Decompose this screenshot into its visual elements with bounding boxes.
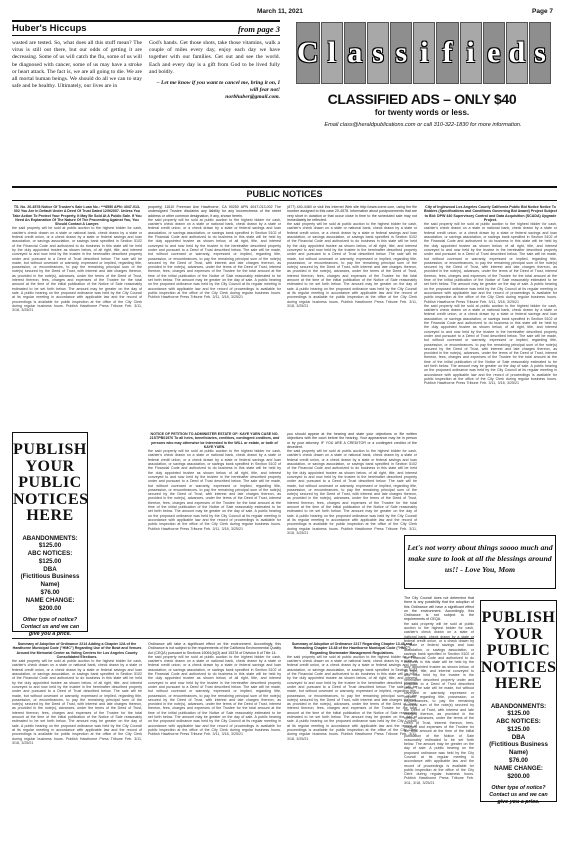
page-header [12,6,557,18]
notice-ordinance-2217-cont [404,596,474,840]
classifieds-logo-letter: i [413,22,435,84]
column-text-right [149,40,280,102]
classifieds-logo-letter: l [321,22,343,84]
ad-headline-line: PUBLIC [18,474,82,491]
classifieds-contact: Email class@heraldpublications.com or call 310-322-1830 for more information. [324,122,522,128]
ad-price-line: $125.00 [38,542,62,550]
ad-headline-line: YOUR [493,625,544,643]
ad-price-line: (Fictitious Business Name) [489,741,548,757]
notice-heading: TS. No. 20-4578 Notice Of Trustee's Sale Loan No.: ***8550 APN: 4047-013-002 You Are In Default Under A Deed Of Trust Dated 12/9/2007. Unless You Take Action To Protect Your Property, It May Be Sold At A Public Sale. If You Need An Explanation Of The Nature Of The Proceeding Against You, You Should Contact A Lawyer. [12,205,142,227]
notice-sale-info [287,205,417,427]
notice-heading: City of Inglewood Los Angeles County California Public Bid Notice Notice To Bidders (Specifications and Conditions Governing Bid Award) Project Subject to Bid: DPW 440 Supervisory Control and Data Acquisition (SCADA) Upgrade Project. [424,205,557,222]
notice-property-address [148,205,281,427]
notice-heading: (877) 440-4460 or visit this Internet Web site http://www.xome.com, using the file number assigned to this case 20-4578. Information about postponements that are very short in duration or that occur close in time to the scheduled sale may not immediately be reflected. [287,205,417,222]
ad-prices [481,703,556,781]
column-text-left: wasted are tested. So, what does all this stuff mean? The virus is still out there, but our odds of getting it are decreasing. Some of us will catch the flu, some of us will be diagnosed with cancer, some of us may have a stroke or heart attack. The fact is, we are all going to die. We are all mortal human beings. We should do all we can to stay safe and be healthy. Ultimately, our lives are in [12,40,142,90]
notice-body: the said property will be sold at public auction to the highest bidder for cash, cashier's check drawn on a state or national bank, check drawn by a state or federal credit union, or a check drawn by a state or federal savings and loan association, or savings association, or savings bank specified in Section 5102 of the Financial Code and authorized to do business in this state will be held by the duly appointed trustee as shown below, of all right, title, and interest conveyed to and now held by the trustee in the hereinafter described property under and pursuant to a Deed of Trust described below. The sale will be made, but without covenant or warranty, expressed or implied, regarding title, possession, or encumbrances, to pay the remaining principal sum of the note(s) secured by the Deed of Trust, with interest and late charges thereon, as provided in the note(s), advances, under the terms of the Deed of Trust, interest thereon, fees, charges and expenses of the Trustee for the total amount at the time of the initial publication of the Notice of Sale reasonably estimated to be set forth below. The amount may be greater on the day of sale. A public hearing on the proposed ordinance was held by the City Council at its regular meeting in accordance with applicable law and the record of proceedings is available for public inspection at the office of the City Clerk during regular business hours. Publish Hawthorne Press Tribune Feb. 3/11, 3/18, 3/25/21 [287,449,417,535]
ad-headline-line: NOTICES [481,658,557,676]
column-paragraph: God's hands. Get those shots, take those vitamins, walk a couple of miles every day, enjoy each day we have together with our families. Get out and see the world. Each and every day is a gift from God to be lived fully and boldly. [149,40,280,75]
classifieds-logo-letter: d [506,22,528,84]
notice-body: the said property will be sold at public auction to the highest bidder for cash, cashier's check drawn on a state or national bank, check drawn by a state or federal credit union, or a check drawn by a state or federal savings and loan association, or savings association, or savings bank specified in Section 5102 of the Financial Code and authorized to do business in this state will be held by the duly appointed trustee as shown below, of all right, title, and interest conveyed to and now held by the trustee in the hereinafter described property under and pursuant to a Deed of Trust described below. The sale will be made, but without covenant or warranty, expressed or implied, regarding title, possession, or encumbrances, to pay the remaining principal sum of the note(s) secured by the Deed of Trust, with interest and late charges thereon, as provided in the note(s), advances, under the terms of the Deed of Trust, interest thereon, fees, charges and expenses of the Trustee for the total amount at the time of the initial publication of the Notice of Sale reasonably estimated to be set forth below. The amount may be greater on the day of sale. A public hearing on the proposed ordinance was held by the City Council at its regular meeting in accordance with applicable law and the record of proceedings is available for public inspection at the office of the City Clerk during regular business hours. Publish Hawthorne Press Tribune Feb. 3/11, 3/18, 3/25/21 [148,449,281,531]
ad-price-line: $76.00 [509,757,528,765]
classifieds-logo-letter: s [390,22,412,84]
classifieds-logo-letter: e [483,22,505,84]
ad-price-line: $125.00 [38,557,62,565]
ad-price-line: ABANDONMENTS: [490,702,547,710]
ad-headline-line: PUBLISH [481,609,556,626]
notice-trustee-sale [12,205,142,427]
column-signoff: – Let me know if you want to cancel me, bring it on, I will fear not! [156,80,280,94]
ad-price-line: (Fictitious Business Name) [20,573,80,589]
notice-body: the said property will be sold at public auction to the highest bidder for cash, cashier's check drawn on a state or national bank, check drawn by a state or federal credit union, or a check drawn by a state or federal savings and loan association, or savings association, or savings bank specified in Section 5102 of the Financial Code and authorized to do business in this state will be held by the duly appointed trustee as shown below, of all right, title, and interest conveyed to and now held by the trustee in the hereinafter described property under and pursuant to a Deed of Trust described below. The sale will be made, but without covenant or warranty, expressed or implied, regarding title, possession, or encumbrances, to pay the remaining principal sum of the note(s) secured by the Deed of Trust, with interest and late charges thereon, as provided in the note(s), advances, under the terms of the Deed of Trust, interest thereon, fees, charges and expenses of the Trustee for the total amount at the time of the initial publication of the Notice of Sale reasonably estimated to be set forth below. The amount may be greater on the day of sale. A public hearing on the proposed ordinance was held by the City Council at its regular meeting in accordance with applicable law and the record of proceedings is available for public inspection at the office of the City Clerk during regular business hours. Publish Hawthorne Press Tribune Feb. 3/11, 3/18, 3/25/21 [287,654,417,741]
column-header [12,20,280,36]
ad-price-line: NAME CHANGE: [25,596,75,604]
notice-body: the said property will be sold at public auction to the highest bidder for cash, cashier's check drawn on a state or national bank, check drawn by a state or federal credit union, or a check drawn by a state or federal savings and loan association, or savings association, or savings bank specified in Section 5102 of the Financial Code and authorized to do business in this state will be held by the duly appointed trustee as shown below, of all right, title, and interest conveyed to and now held by the trustee in the hereinafter described property under and pursuant to a Deed of Trust described below. The sale will be made, but without covenant or warranty, expressed or implied, regarding title, possession, or encumbrances, to pay the remaining principal sum of the note(s) secured by the Deed of Trust, with interest and late charges thereon, as provided in the note(s), advances, under the terms of the Deed of Trust, interest thereon, fees, charges and expenses of the Trustee for the total amount at the time of the initial publication of the Notice of Sale reasonably estimated to be set forth below. The amount may be greater on the day of sale. A public hearing on the proposed ordinance was held by the City Council at its regular meeting in accordance with applicable law and the record of proceedings is available for public inspection at the office of the City Clerk during regular business hours. Publish Hawthorne Press Tribune Feb. 3/11, 3/18, 3/25/21 [12,226,142,313]
ad-price-line: NAME CHANGE: [494,764,543,772]
notice-heading: you should appear at the hearing and state your objections or file written objections with the court before the hearing. Your appearance may be in person or by your attorney. IF YOU ARE A CREDITOR or a contingent creditor of the decedent. [287,432,417,449]
column-email: norbhuber@gmail.com. [225,94,280,101]
notice-bid [424,205,557,530]
ad-headline-line: NOTICES [13,490,89,508]
notice-body: the said property will be sold at public auction to the highest bidder for cash, cashier's check drawn on a state or national bank, check drawn by a state or federal credit union, or a check drawn by a state or federal savings and loan association, or savings association, or savings bank specified in Section 5102 of the Financial Code and authorized to do business in this state will be held by the duly appointed trustee as shown below, of all right, title, and interest conveyed to and now held by the trustee in the hereinafter described property under and pursuant to a Deed of Trust described below. The sale will be made, but without covenant or warranty, expressed or implied, regarding title, possession, or encumbrances, to pay the remaining principal sum of the note(s) secured by the Deed of Trust, with interest and late charges thereon, as provided in the note(s), advances, under the terms of the Deed of Trust, interest thereon, fees, charges and expenses of the Trustee for the total amount at the time of the initial publication of the Notice of Sale reasonably estimated to be set forth below. The amount may be greater on the day of sale. A public hearing on the proposed ordinance was held by the City Council at its regular meeting in accordance with applicable law and the record of proceedings is available for public inspection at the office of the City Clerk during regular business hours. Publish Hawthorne Press Tribune Feb. 3/11, 3/18, 3/25/21 [148,654,281,737]
publish-notices-ad-right [480,600,557,805]
issue-date: March 11, 2021 [257,8,303,15]
ad-contact-note: Other type of notice? Contact us and we can give you a price. [489,785,548,805]
ad-price-line: ABANDONMENTS: [22,534,78,542]
classifieds-ad [288,18,556,140]
column-title: Huber's Hiccups [12,23,87,34]
family-message: Let's not worry about things soooo much and make sure to look at all the blessings around us!! - Love You, Mom [404,535,556,589]
ad-price-line: ABC NOTICES: [27,550,73,558]
notice-body: the said property will be sold at public auction to the highest bidder for cash, cashier's check drawn on a state or national bank, check drawn by a state or federal credit union, or a check drawn by a state or federal savings and loan association, or savings association, or savings bank specified in Section 5102 of the Financial Code and authorized to do business in this state will be held by the duly appointed trustee as shown below, of all right, title, and interest conveyed to and now held by the trustee in the hereinafter described property under and pursuant to a Deed of Trust described below. The sale will be made, but without covenant or warranty, expressed or implied, regarding title, possession, or encumbrances, to pay the remaining principal sum of the note(s) secured by the Deed of Trust, with interest and late charges thereon, as provided in the note(s), advances, under the terms of the Deed of Trust, interest thereon, fees, charges and expenses of the Trustee for the total amount at the time of the initial publication of the Notice of Sale reasonably estimated to be set forth below. The amount may be greater on the day of sale. A public hearing on the proposed ordinance was held by the City Council at its regular meeting in accordance with applicable law and the record of proceedings is available for public inspection at the office of the City Clerk during regular business hours. Publish Hawthorne Press Tribune Feb. 3/11, 3/18, 3/25/21 [287,222,417,308]
ad-headline-line: PUBLIC [486,642,551,659]
page-number: Page 7 [532,8,553,15]
classifieds-logo-letter: C [296,22,320,84]
notice-ordinance-2214-cont [148,642,281,840]
notice-heading: property) 11610 Freeman Ave Hawthorne, CA 90250 APN 4047-013-002 The undersigned Trustee disclaims any liability for any incorrectness of the street address or other common designation, if any, shown herein. [148,205,281,218]
notice-heading: Ordinance will take a significant effect on the environment. Accordingly, this Ordinance is not subject to the requirements of the California Environmental Quality Act (CEQA) pursuant to Sections 15061(b)(3) and 15378 of Division 6 of Title 14. [148,642,281,655]
classifieds-logo-letter: a [344,22,366,84]
notice-ordinance-2214 [12,642,142,840]
ad-contact-note: Other type of notice? Contact us and we can give you a price. [20,617,80,637]
notice-ordinance-2217 [287,642,417,840]
ad-headline-line: HERE [494,675,543,692]
notice-heading: The City Council does not determine that there is any possibility that the adoption of this Ordinance will have a significant effect on the environment. Accordingly, this Ordinance is not subject to the requirements of CEQA. [404,596,474,622]
public-notices-header: PUBLIC NOTICES [12,186,557,201]
classifieds-logo-letter: s [367,22,389,84]
notice-body: the said property will be sold at public auction to the highest bidder for cash, cashier's check drawn on a state or national bank, check drawn by a state or federal credit union, or a check drawn by a state or federal savings and loan association, or savings association, or savings bank specified in Section 5102 of the Financial Code and authorized to do business in this state will be held by the duly appointed trustee as shown below, of all right, title, and interest conveyed to and now held by the trustee in the hereinafter described property under and pursuant to a Deed of Trust described below. The sale will be made, but without covenant or warranty, expressed or implied, regarding title, possession, or encumbrances, to pay the remaining principal sum of the note(s) secured by the Deed of Trust, with interest and late charges thereon, as provided in the note(s), advances, under the terms of the Deed of Trust, interest thereon, fees, charges and expenses of the Trustee for the total amount at the time of the initial publication of the Notice of Sale reasonably estimated to be set forth below. The amount may be greater on the day of sale. A public hearing on the proposed ordinance was held by the City Council at its regular meeting in accordance with applicable law and the record of proceedings is available for public inspection at the office of the City Clerk during regular business hours. Publish Hawthorne Press Tribune Feb. 3/11, 3/18, 3/25/21 [12,659,142,745]
ad-price-line: $200.00 [507,772,530,780]
notice-body: the said property will be sold at public auction to the highest bidder for cash, cashier's check drawn on a state or national bank, check drawn by a state or federal credit union, or a check drawn by a state or federal savings and loan association, or savings association, or savings bank specified in Section 5102 of the Financial Code and authorized to do business in this state will be held by the duly appointed trustee as shown below, of all right, title, and interest conveyed to and now held by the trustee in the hereinafter described property under and pursuant to a Deed of Trust described below. The sale will be made, but without covenant or warranty, expressed or implied, regarding title, possession, or encumbrances, to pay the remaining principal sum of the note(s) secured by the Deed of Trust, with interest and late charges thereon, as provided in the note(s), advances, under the terms of the Deed of Trust, interest thereon, fees, charges and expenses of the Trustee for the total amount at the time of the initial publication of the Notice of Sale reasonably estimated to be set forth below. The amount may be greater on the day of sale. A public hearing on the proposed ordinance was held by the City Council at its regular meeting in accordance with applicable law and the record of proceedings is available for public inspection at the office of the City Clerk during regular business hours. Publish Hawthorne Press Tribune Feb. 3/11, 3/18, 3/25/21 [148,217,281,300]
classifieds-logo-letter: s [529,22,551,84]
notice-body: the said property will be sold at public auction to the highest bidder for cash, cashier's check drawn on a state or national bank, check drawn by a state or federal credit union, or a check drawn by a state or federal savings and loan association, or savings association, or savings bank specified in Section 5102 of the Financial Code and authorized to do business in this state will be held by the duly appointed trustee as shown below, of all right, title, and interest conveyed to and now held by the trustee in the hereinafter described property under and pursuant to a Deed of Trust described below. The sale will be made, but without covenant or warranty, expressed or implied, regarding title, possession, or encumbrances, to pay the remaining principal sum of the note(s) secured by the Deed of Trust, with interest and late charges thereon, as provided in the note(s), advances, under the terms of the Deed of Trust, interest thereon, fees, charges and expenses of the Trustee for the total amount at the time of the initial publication of the Notice of Sale reasonably estimated to be set forth below. The amount may be greater on the day of sale. A public hearing on the proposed ordinance was held by the City Council at its regular meeting in accordance with applicable law and the record of proceedings is available for public inspection at the office of the City Clerk during regular business hours. Publish Hawthorne Press Tribune Feb. 3/11, 3/18, 3/25/21 [424,222,557,304]
notice-body: the said property will be sold at public auction to the highest bidder for cash, cashier's check drawn on a state or national bank, check drawn by a state or federal credit union, or a check drawn by a state or federal savings and loan association, or savings association, or savings bank specified in Section 5102 of the Financial Code and authorized to do business in this state will be held by the duly appointed trustee as shown below, of all right, title, and interest conveyed to and now held by the trustee in the hereinafter described property under and pursuant to a Deed of Trust described below. The sale will be made, but without covenant or warranty, expressed or implied, regarding title, possession, or encumbrances, to pay the remaining principal sum of the note(s) secured by the Deed of Trust, with interest and late charges thereon, as provided in the note(s), advances, under the terms of the Deed of Trust, interest thereon, fees, charges and expenses of the Trustee for the total amount at the time of the initial publication of the Notice of Sale reasonably estimated to be set forth below. The amount may be greater on the day of sale. A public hearing on the proposed ordinance was held by the City Council at its regular meeting in accordance with applicable law and the record of proceedings is available for public inspection at the office of the City Clerk during regular business hours. Publish Hawthorne Press Tribune Feb. 3/11, 3/18, 3/25/21 [404,621,474,785]
notice-heading: NOTICE OF PETITION TO ADMINISTER ESTATE OF: KAYE YUEN CASE NO. 21STPB01976 To all heirs, beneficiaries, creditors, contingent creditors, and persons who may otherwise be interested in the WILL or estate, or both of KAYE YUEN. [149,432,280,449]
classifieds-price: CLASSIFIED ADS – ONLY $40 [327,91,517,107]
ad-headline-line: HERE [26,507,74,524]
classifieds-logo-letter: i [460,22,482,84]
ad-price-line: ABC NOTICES: [496,718,541,726]
notice-estate-cont [287,432,417,632]
ad-headline-line: PUBLISH [13,441,87,458]
classifieds-subtitle: for twenty words or less. [374,108,470,117]
ad-headline [481,610,556,693]
notice-body: the said property will be sold at public auction to the highest bidder for cash, cashier's check drawn on a state or national bank, check drawn by a state or federal credit union, or a check drawn by a state or federal savings and loan association, or savings association, or savings bank specified in Section 5102 of the Financial Code and authorized to do business in this state will be held by the duly appointed trustee as shown below, of all right, title, and interest conveyed to and now held by the trustee in the hereinafter described property under and pursuant to a Deed of Trust described below. The sale will be made, but without covenant or warranty, expressed or implied, regarding title, possession, or encumbrances, to pay the remaining principal sum of the note(s) secured by the Deed of Trust, with interest and late charges thereon, as provided in the note(s), advances, under the terms of the Deed of Trust, interest thereon, fees, charges and expenses of the Trustee for the total amount at the time of the initial publication of the Notice of Sale reasonably estimated to be set forth below. The amount may be greater on the day of sale. A public hearing on the proposed ordinance was held by the City Council at its regular meeting in accordance with applicable law and the record of proceedings is available for public inspection at the office of the City Clerk during regular business hours. Publish Hawthorne Press Tribune Feb. 3/11, 3/18, 3/25/21 [424,303,557,386]
notice-petition-estate [148,432,281,632]
ad-prices [13,535,87,613]
publish-notices-ad-left [12,432,89,637]
ad-price-line: $125.00 [507,710,530,718]
notice-heading: Summary of Adoption of Ordinance 2214 Adding a Chapter 12A of the Hawthorne Municipal Code ("HMC") Regarding Use of the Bowl and Venues Around the Memorial Center as Voting Centers for Los Angeles County Consolidated Elections. [12,642,142,659]
ad-headline [13,442,87,525]
ad-price-line: DBA [43,565,57,573]
ad-headline-line: YOUR [25,457,75,475]
classifieds-logo [296,22,551,84]
ad-price-line: DBA [511,733,526,741]
notice-heading: Summary of Adoption of Ordinance 2217 Regarding Chapter 13.48 and Reenacting Chapter 13.48 of the Hawthorne Municipal Code ("HMC") Regarding Stormwater Management Regulations. [291,642,413,655]
ad-price-line: $76.00 [40,589,60,597]
column-continued-from: from page 3 [237,23,280,34]
ad-price-line: $200.00 [38,604,62,612]
classifieds-logo-letter: f [436,22,458,84]
ad-price-line: $125.00 [507,725,530,733]
